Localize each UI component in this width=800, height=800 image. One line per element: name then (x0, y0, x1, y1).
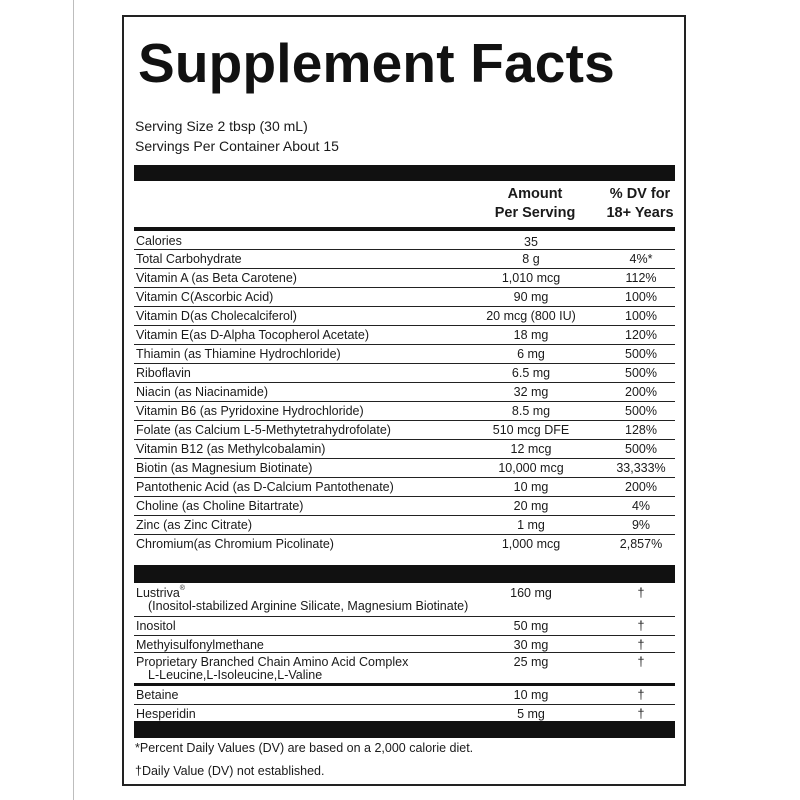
nutrient-name: Vitamin B12 (as Methylcobalamin) (136, 442, 326, 456)
nutrient-name: Zinc (as Zinc Citrate) (136, 518, 252, 532)
table-row (134, 440, 675, 459)
nutrient-amount: 1,000 mcg (501, 537, 561, 551)
table-row (134, 269, 675, 288)
nutrient-amount: 35 (524, 235, 538, 249)
nutrient-amount: 6 mg (517, 347, 545, 361)
ingredient-name: Methyisulfonylmethane (136, 638, 264, 652)
amount-header (468, 185, 602, 223)
nutrient-amount: 20 mg (513, 499, 549, 513)
nutrient-dv: 500% (625, 404, 657, 418)
nutrient-name: Riboflavin (136, 366, 191, 380)
table-row (134, 326, 675, 345)
nutrient-amount: 8.5 mg (511, 404, 551, 418)
table-row (134, 288, 675, 307)
ingredient-dv: † (637, 707, 645, 721)
divider-bar-middle (134, 565, 675, 583)
nutrient-amount: 12 mcg (510, 442, 552, 456)
table-row (134, 497, 675, 516)
ingredient-name: Hesperidin (136, 707, 196, 721)
ingredient-subtext: (Inositol-stabilized Arginine Silicate, Magnesium Biotinate) (148, 599, 469, 613)
nutrient-name: Thiamin (as Thiamine Hydrochloride) (136, 347, 341, 361)
nutrient-amount: 90 mg (513, 290, 549, 304)
table-row (134, 232, 675, 250)
ingredient-amount: 160 mg (510, 586, 552, 600)
nutrient-dv: 2,857% (619, 537, 663, 551)
nutrient-amount: 10,000 mcg (498, 461, 564, 475)
nutrient-name: Folate (as Calcium L-5-Methytetrahydrofolate) (136, 423, 391, 437)
nutrient-dv: 4%* (629, 252, 653, 266)
nutrient-amount: 18 mg (513, 328, 549, 342)
table-row (134, 459, 675, 478)
nutrient-name: Niacin (as Niacinamide) (136, 385, 268, 399)
nutrient-dv: 128% (625, 423, 657, 437)
table-row (134, 584, 675, 617)
footnote-dv-not-established: †Daily Value (DV) not established. (135, 764, 325, 778)
nutrient-name: Vitamin D(as Cholecalciferol) (136, 309, 297, 323)
table-row (134, 402, 675, 421)
nutrient-amount: 10 mg (513, 480, 549, 494)
nutrient-name: Total Carbohydrate (136, 252, 242, 266)
table-row (134, 516, 675, 535)
registered-mark: ® (179, 585, 185, 592)
nutrient-dv: 100% (625, 309, 657, 323)
nutrient-dv: 33,333% (616, 461, 666, 475)
ingredient-name-text: Lustriva (136, 586, 180, 600)
dv-header (600, 185, 680, 223)
divider-bar-bottom (134, 721, 675, 738)
nutrient-dv: 500% (625, 347, 657, 361)
ingredient-amount: 10 mg (513, 688, 549, 702)
nutrient-name: Choline (as Choline Bitartrate) (136, 499, 304, 513)
page-left-rule (73, 0, 74, 800)
nutrient-amount: 6.5 mg (511, 366, 551, 380)
nutrient-amount: 1,010 mcg (501, 271, 561, 285)
ingredient-amount: 25 mg (513, 655, 549, 669)
serving-size: Serving Size 2 tbsp (30 mL) (135, 118, 308, 134)
ingredient-dv: † (637, 688, 645, 702)
nutrient-dv: 4% (631, 499, 651, 513)
divider-bar-top (134, 165, 675, 181)
table-row (134, 478, 675, 497)
table-row (134, 653, 675, 686)
table-row (134, 617, 675, 636)
panel-title: Supplement Facts (138, 32, 615, 94)
nutrient-name: Chromium(as Chromium Picolinate) (136, 537, 334, 551)
dv-header-line2: 18+ Years (606, 205, 674, 221)
nutrient-dv: 120% (625, 328, 657, 342)
nutrient-dv: 100% (625, 290, 657, 304)
nutrient-name: Vitamin E(as D-Alpha Tocopherol Acetate) (136, 328, 369, 342)
amount-header-line1: Amount (507, 186, 563, 202)
table-row (134, 636, 675, 653)
ingredient-subtext: L-Leucine,L-Isoleucine,L-Valine (148, 668, 323, 682)
nutrient-dv: 9% (631, 518, 651, 532)
ingredient-amount: 50 mg (513, 619, 549, 633)
nutrient-amount: 1 mg (517, 518, 545, 532)
table-row (134, 383, 675, 402)
header-rule (134, 227, 675, 231)
nutrient-amount: 8 g (522, 252, 540, 266)
table-row (134, 705, 675, 721)
nutrient-amount: 510 mcg DFE (492, 423, 570, 437)
nutrient-dv: 200% (625, 480, 657, 494)
ingredient-amount: 30 mg (513, 638, 549, 652)
nutrient-name: Calories (136, 234, 182, 248)
ingredient-amount: 5 mg (517, 707, 545, 721)
table-row (134, 307, 675, 326)
nutrient-dv: 200% (625, 385, 657, 399)
ingredient-name: Proprietary Branched Chain Amino Acid Complex (136, 655, 409, 669)
table-row (134, 686, 675, 705)
nutrient-dv: 112% (625, 271, 657, 285)
nutrient-amount: 20 mcg (800 IU) (486, 309, 576, 323)
ingredient-name: Inositol (136, 619, 176, 633)
ingredient-dv: † (637, 638, 645, 652)
ingredient-name: Betaine (136, 688, 179, 702)
amount-header-line2: Per Serving (494, 205, 576, 221)
nutrient-amount: 32 mg (513, 385, 549, 399)
servings-per-container: Servings Per Container About 15 (135, 138, 339, 154)
nutrient-name: Pantothenic Acid (as D-Calcium Pantothenate) (136, 480, 394, 494)
nutrient-name: Biotin (as Magnesium Biotinate) (136, 461, 313, 475)
table-row (134, 250, 675, 269)
table-row (134, 535, 675, 553)
table-row (134, 364, 675, 383)
ingredient-dv: † (637, 586, 645, 600)
dv-header-line1: % DV for (609, 186, 671, 202)
table-row (134, 345, 675, 364)
nutrient-dv: 500% (625, 366, 657, 380)
ingredient-dv: † (637, 619, 645, 633)
nutrient-name: Vitamin A (as Beta Carotene) (136, 271, 297, 285)
ingredient-dv: † (637, 655, 645, 669)
footnote-percent-dv: *Percent Daily Values (DV) are based on a 2,000 calorie diet. (135, 741, 474, 755)
nutrient-dv: 500% (625, 442, 657, 456)
table-row (134, 421, 675, 440)
nutrient-name: Vitamin B6 (as Pyridoxine Hydrochloride) (136, 404, 364, 418)
supplement-facts-panel (122, 15, 686, 786)
nutrient-name: Vitamin C(Ascorbic Acid) (136, 290, 274, 304)
